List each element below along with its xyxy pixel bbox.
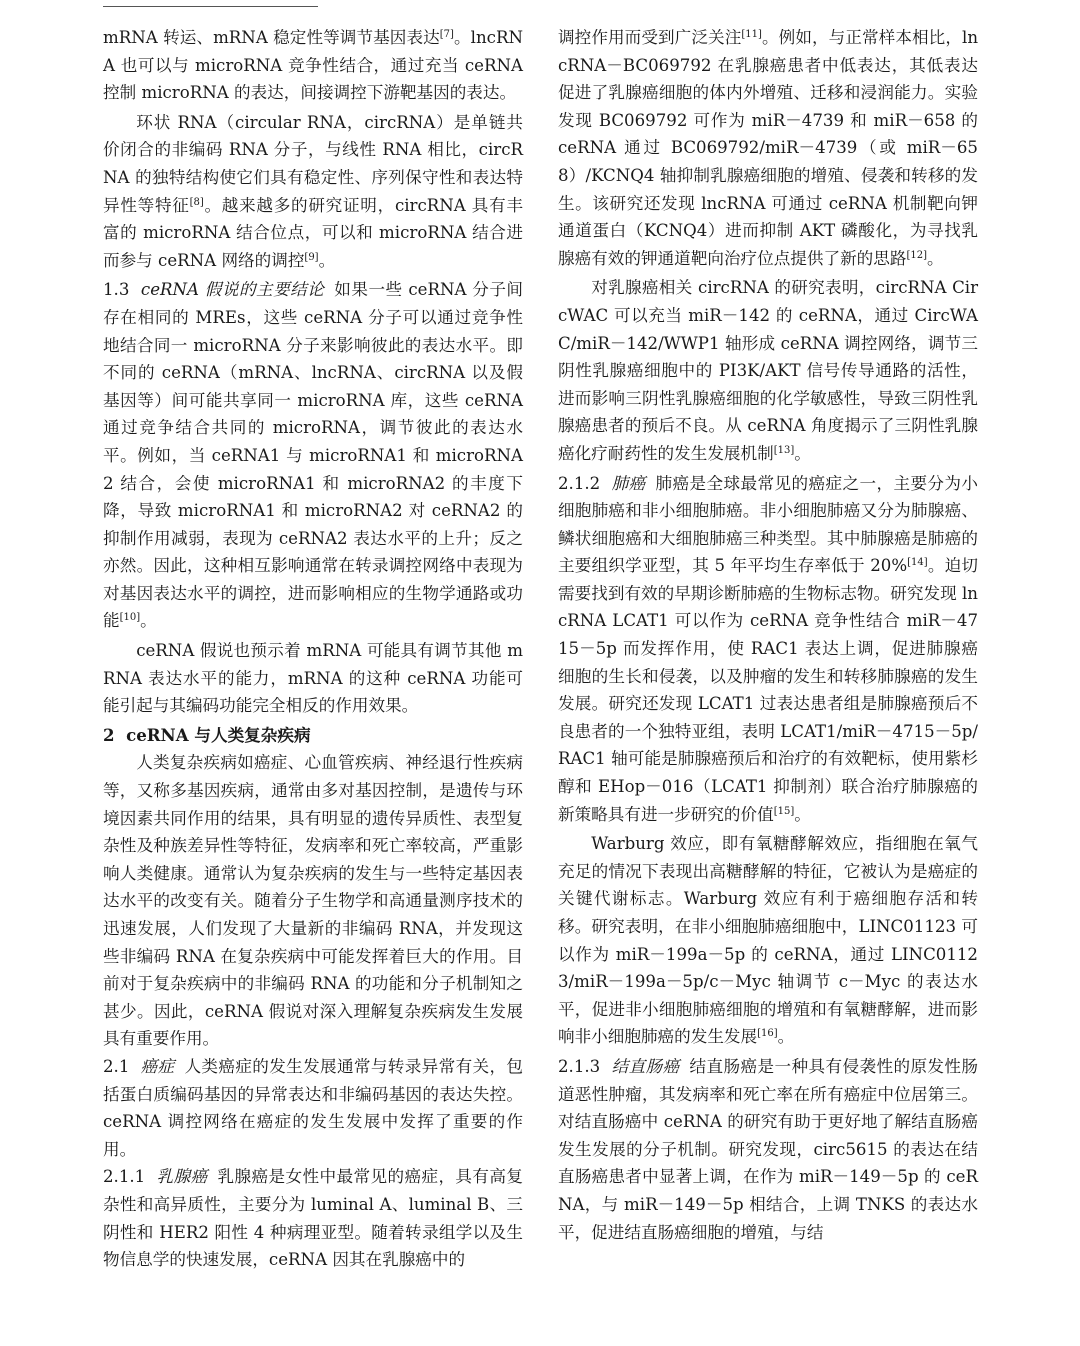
- paragraph-mrna: ceRNA 假说也预示着 mRNA 可能具有调节其他 mRNA 表达水平的能力，mRNA 的这种 ceRNA 功能可能引起与其编码功能完全相反的作用效果。: [103, 641, 523, 716]
- left-column: [103, 24, 523, 1274]
- paragraph-breast-cancer-cont: 调控作用而受到广泛关注[11]。例如，与正常样本相比，lncRNA－BC069792 在乳腺癌患者中低表达，其低表达促进了乳腺癌细胞的体内外增殖、迁移和浸润能力。实验发现 BC069792 可作为 miR－4739 和 miR－658 的 ceRNA 通过 BC069792/miR－4739（或 miR－658）/KCNQ4 轴抑制乳腺癌细胞的增殖、侵袭和转移的发生。该研究还发现 lncRNA 可通过 ceRNA 机制靶向钾通道蛋白（KCNQ4）进而抑制 AKT 磷酸化，为寻找乳腺癌有效的钾通道靶向治疗位点提供了新的思路[12]。: [558, 28, 979, 268]
- paragraph-warburg: Warburg 效应，即有氧糖酵解效应，指细胞在氧气充足的情况下表现出高糖酵解的特征，它被认为是癌症的关键代谢标志。Warburg 效应有利于癌细胞存活和转移。研究表明，在非小细胞肺癌细胞中，LINC01123 可以作为 miR－199a－5p 的 ceRNA，通过 LINC01123/miR－199a－5p/c－Myc 轴调节 c－Myc 的表达水平，促进非小细胞肺癌细胞的增殖和有氧糖酵解，进而影响非小细胞肺癌的发生发展[16]。: [558, 834, 978, 1047]
- section-1-3: 1.3 ceRNA 假说的主要结论 如果一些 ceRNA 分子间存在相同的 MREs，这些 ceRNA 分子可以通过竞争性地结合同一 microRNA 分子来影响彼此的表达水平。即不同的 ceRNA（mRNA、lncRNA、circRNA 以及假基因等）间可能共享同一 microRNA 库，这些 ceRNA 通过竞争结合共同的 microRNA，调节彼此的表达水平。例如，当 ceRNA1 与 microRNA1 和 microRNA2 结合，会使 microRNA1 和 microRNA2 的丰度下降，导致 microRNA1 和 microRNA2 对 ceRNA2 的抑制作用减弱，表现为 ceRNA2 表达水平的上升；反之亦然。因此，这种相互影响通常在转录调控网络中表现为对基因表达水平的调控，进而影响相应的生物学通路或功能[10]。: [103, 280, 523, 631]
- section-2-1-2: 2.1.2 肺癌 肺癌是全球最常见的癌症之一，主要分为小细胞肺癌和非小细胞肺癌。非小细胞肺癌又分为肺腺癌、鳞状细胞癌和大细胞肺癌三种类型。其中肺腺癌是肺癌的主要组织学亚型，其 5 年平均生存率低于 20%[14]。迫切需要找到有效的早期诊断肺癌的生物标志物。研究发现 lncRNA LCAT1 可以作为 ceRNA 竞争性结合 miR－4715－5p 而发挥作用，使 RAC1 表达上调，促进肺腺癌细胞的生长和侵袭，以及肿瘤的发生和转移肺腺癌的发生发展。研究还发现 LCAT1 过表达患者组是肺腺癌预后不良患者的一个独特亚组，表明 LCAT1/miR－4715－5p/RAC1 轴可能是肺腺癌预后和治疗的有效靶标，使用紫杉醇和 EHop－016（LCAT1 抑制剂）联合治疗肺腺癌的新策略具有进一步研究的价值[15]。: [558, 473, 979, 824]
- section-2-heading: 2 ceRNA 与人类复杂疾病: [103, 724, 311, 745]
- right-column: [558, 24, 978, 1246]
- section-2-1-3: 2.1.3 结直肠癌 结直肠癌是一种具有侵袭性的原发性肠道恶性肿瘤，其发病率和死亡率在所有癌症中位居第三。对结直肠癌中 ceRNA 的研究有助于更好地了解结直肠癌发生发展的分子机制。研究发现，circ5615 的表达在结直肠癌患者中显著上调，在作为 miR－149－5p 的 ceRNA，与 miR－149－5p 相结合，上调 TNKS 的表达水平，促进结直肠癌细胞的增殖，与结: [558, 1056, 979, 1242]
- paragraph-complex-disease: 人类复杂疾病如癌症、心血管疾病、神经退行性疾病等，又称多基因疾病，通常由多对基因控制，是遗传与环境因素共同作用的结果，具有明显的遗传异质性、表型复杂性及种族差异性等特征，发病率和死亡率较高，严重影响人类健康。通常认为复杂疾病的发生与一些特定基因表达水平的改变有关。随着分子生物学和高通量测序技术的迅速发展，人们发现了大量新的非编码 RNA，并发现这些非编码 RNA 在复杂疾病中可能发挥着巨大的作用。目前对于复杂疾病中的非编码 RNA 的功能和分子机制知之甚少。因此，ceRNA 假说对深入理解复杂疾病发生发展具有重要作用。: [103, 753, 523, 1049]
- section-2-1: 2.1 癌症 人类癌症的发生发展通常与转录异常有关，包括蛋白质编码基因的异常表达和非编码基因的表达失控。ceRNA 调控网络在癌症的发生发展中发挥了重要的作用。: [103, 1056, 523, 1159]
- section-2-1-1: 2.1.1 乳腺癌 乳腺癌是女性中最常见的癌症，具有高复杂性和高异质性，主要分为 luminal A、luminal B、三阴性和 HER2 阳性 4 种病理亚型。随着转录组学以及生物信息学的快速发展，ceRNA 因其在乳腺癌中的: [103, 1167, 524, 1270]
- header-rule: [103, 6, 318, 7]
- paragraph: mRNA 转运、mRNA 稳定性等调节基因表达[7]。lncRNA 也可以与 microRNA 竞争性结合，通过充当 ceRNA 控制 microRNA 的表达，间接调控下游靶基因的表达。: [103, 28, 523, 103]
- paragraph-circrna: 环状 RNA（circular RNA，circRNA）是单链共价闭合的非编码 RNA 分子，与线性 RNA 相比，circRNA 的独特结构使它们具有稳定性、序列保守性和表达特异性等特征[8]。越来越多的研究证明，circRNA 具有丰富的 microRNA 结合位点，可以和 microRNA 结合进而参与 ceRNA 网络的调控[9]。: [103, 112, 523, 270]
- paragraph-circwac: 对乳腺癌相关 circRNA 的研究表明，circRNA CircWAC 可以充当 miR－142 的 ceRNA，通过 CircWAC/miR－142/WWP1 轴形成 ceRNA 调控网络，调节三阴性乳腺癌细胞中的 PI3K/AKT 信号传导通路的活性，进而影响三阴性乳腺癌细胞的化学敏感性，导致三阴性乳腺癌患者的预后不良。从 ceRNA 角度揭示了三阴性乳腺癌化疗耐药性的发生发展机制[13]。: [558, 278, 978, 463]
